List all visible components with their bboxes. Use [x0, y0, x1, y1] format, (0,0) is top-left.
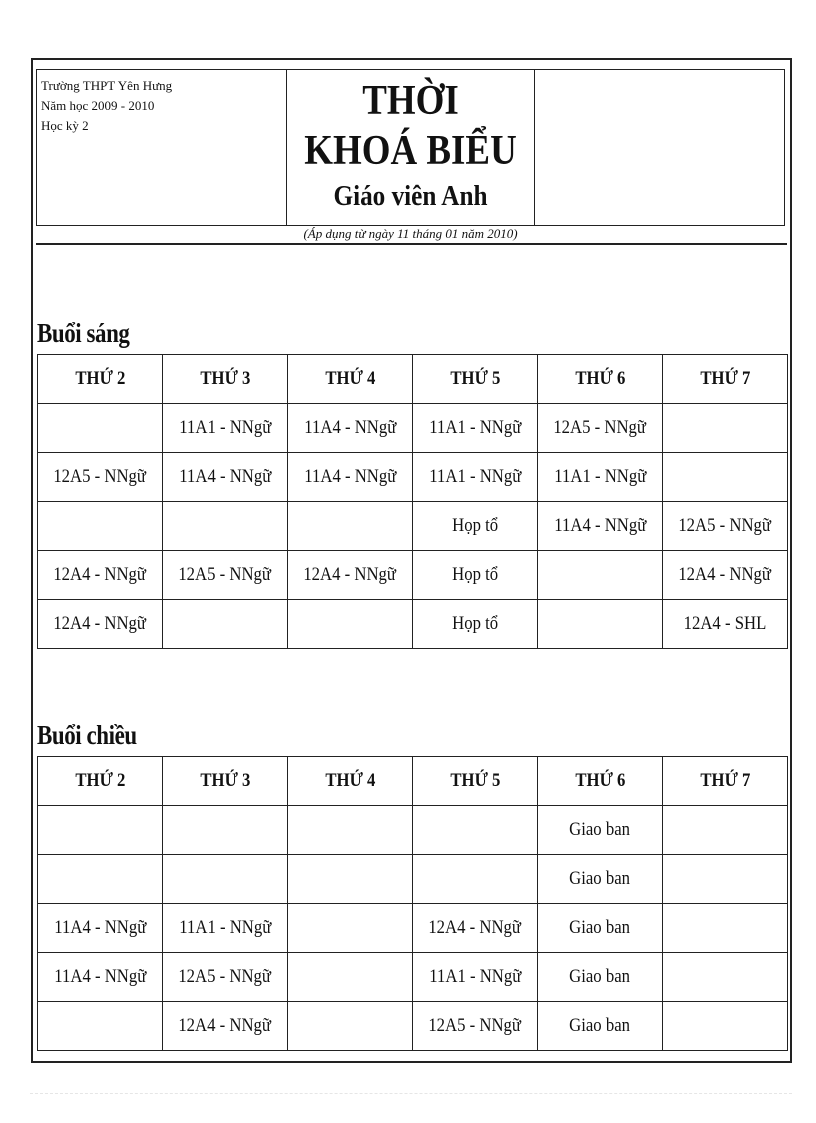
day-label: THỨ 2 [74, 368, 125, 389]
table-cell [288, 404, 413, 453]
table-cell [163, 904, 288, 953]
day-header [288, 757, 413, 806]
school-name: Trường THPT Yên Hưng [41, 78, 173, 93]
table-cell [413, 1002, 538, 1051]
table-cell [288, 806, 413, 855]
semester: Học kỳ 2 [41, 118, 89, 133]
day-label: THỨ 7 [699, 368, 750, 389]
table-cell [288, 1002, 413, 1051]
afternoon-title: Buổi chiều [37, 720, 137, 750]
table-row [38, 1002, 788, 1051]
table-cell [38, 904, 163, 953]
cell-label: 12A5 - NNgữ [53, 466, 147, 487]
table-cell [38, 1002, 163, 1051]
table-cell [663, 904, 788, 953]
table-cell [163, 855, 288, 904]
header-empty-cell [535, 70, 784, 225]
cell-label: 12A5 - NNgữ [178, 966, 272, 987]
cell-label: 12A5 - NNgữ [553, 417, 647, 438]
school-info [37, 70, 287, 225]
table-cell [413, 404, 538, 453]
day-label: THỨ 7 [699, 770, 750, 791]
day-header [163, 355, 288, 404]
table-cell [163, 1002, 288, 1051]
cell-label: 12A4 - NNgữ [53, 564, 147, 585]
table-cell [413, 855, 538, 904]
cell-label: 11A4 - NNgữ [178, 466, 272, 487]
table-cell [288, 904, 413, 953]
cell-label: 11A4 - NNgữ [53, 966, 147, 987]
table-cell [163, 953, 288, 1002]
table-cell [538, 855, 663, 904]
table-cell [163, 502, 288, 551]
day-header [288, 355, 413, 404]
afternoon-timetable [37, 756, 788, 1051]
cell-label: Họp tổ [452, 515, 498, 536]
page-title: THỜI KHOÁ BIỂU [304, 78, 517, 174]
table-cell [38, 453, 163, 502]
title-block [287, 70, 535, 241]
table-cell [413, 904, 538, 953]
table-cell [288, 502, 413, 551]
day-label: THỨ 4 [324, 368, 375, 389]
page-bottom-rule [30, 1093, 792, 1094]
day-label: THỨ 5 [449, 770, 500, 791]
cell-label: 11A4 - NNgữ [303, 466, 397, 487]
table-cell [38, 600, 163, 649]
cell-label: Giao ban [569, 819, 631, 840]
table-cell [413, 502, 538, 551]
table-cell [38, 806, 163, 855]
table-cell [288, 953, 413, 1002]
day-label: THỨ 6 [574, 368, 625, 389]
morning-timetable [37, 354, 788, 649]
cell-label: 12A5 - NNgữ [678, 515, 772, 536]
table-cell [288, 855, 413, 904]
cell-label: 11A4 - NNgữ [303, 417, 397, 438]
table-cell [413, 551, 538, 600]
table-cell [163, 551, 288, 600]
table-cell [163, 404, 288, 453]
table-cell [538, 1002, 663, 1051]
day-header [663, 355, 788, 404]
cell-label: 12A4 - NNgữ [178, 1015, 272, 1036]
cell-label: 11A4 - NNgữ [553, 515, 647, 536]
table-cell [663, 551, 788, 600]
school-year: Năm học 2009 - 2010 [41, 98, 155, 113]
table-cell [538, 904, 663, 953]
table-cell [538, 453, 663, 502]
cell-label: Giao ban [569, 917, 631, 938]
teacher-name: Giáo viên Anh [333, 181, 488, 212]
table-row [38, 600, 788, 649]
table-cell [163, 600, 288, 649]
table-cell [413, 953, 538, 1002]
day-label: THỨ 6 [574, 770, 625, 791]
table-cell [663, 502, 788, 551]
table-cell [538, 953, 663, 1002]
day-header [413, 757, 538, 806]
table-cell [38, 502, 163, 551]
day-label: THỨ 3 [199, 770, 250, 791]
day-label: THỨ 3 [199, 368, 250, 389]
table-cell [163, 806, 288, 855]
table-cell [38, 404, 163, 453]
table-row [38, 904, 788, 953]
table-cell [413, 806, 538, 855]
table-cell [663, 453, 788, 502]
cell-label: Giao ban [569, 868, 631, 889]
table-cell [538, 404, 663, 453]
table-cell [38, 855, 163, 904]
day-label: THỨ 4 [324, 770, 375, 791]
table-cell [538, 600, 663, 649]
table-cell [538, 502, 663, 551]
table-cell [663, 806, 788, 855]
table-row [38, 404, 788, 453]
table-cell [413, 453, 538, 502]
table-cell [413, 600, 538, 649]
cell-label: 11A4 - NNgữ [53, 917, 147, 938]
header-box [36, 69, 785, 241]
cell-label: 11A1 - NNgữ [428, 466, 522, 487]
day-header [663, 757, 788, 806]
day-header [538, 757, 663, 806]
cell-label: 12A4 - NNgữ [678, 564, 772, 585]
table-cell [538, 551, 663, 600]
effective-date: (Áp dụng từ ngày 11 tháng 01 năm 2010) [303, 226, 518, 241]
cell-label: 11A1 - NNgữ [428, 417, 522, 438]
table-cell [38, 953, 163, 1002]
cell-label: Giao ban [569, 966, 631, 987]
day-label: THỨ 5 [449, 368, 500, 389]
table-cell [663, 855, 788, 904]
morning-title: Buổi sáng [37, 318, 130, 348]
cell-label: 12A4 - NNgữ [428, 917, 522, 938]
cell-label: 11A1 - NNgữ [178, 917, 272, 938]
day-header [538, 355, 663, 404]
table-cell [38, 551, 163, 600]
cell-label: 11A1 - NNgữ [553, 466, 647, 487]
day-header [38, 355, 163, 404]
cell-label: Giao ban [569, 1015, 631, 1036]
cell-label: 12A4 - SHL [683, 613, 767, 634]
table-cell [288, 600, 413, 649]
table-row [38, 502, 788, 551]
table-cell [663, 404, 788, 453]
table-row [38, 453, 788, 502]
table-cell [663, 600, 788, 649]
cell-label: 12A5 - NNgữ [428, 1015, 522, 1036]
table-row [38, 953, 788, 1002]
table-row [38, 855, 788, 904]
cell-label: Họp tổ [452, 564, 498, 585]
table-row [38, 806, 788, 855]
table-cell [538, 806, 663, 855]
day-label: THỨ 2 [74, 770, 125, 791]
cell-label: 12A4 - NNgữ [53, 613, 147, 634]
day-header [413, 355, 538, 404]
table-cell [288, 453, 413, 502]
cell-label: 11A1 - NNgữ [178, 417, 272, 438]
cell-label: 12A5 - NNgữ [178, 564, 272, 585]
divider [36, 243, 787, 245]
table-cell [663, 953, 788, 1002]
table-cell [163, 453, 288, 502]
day-header [38, 757, 163, 806]
cell-label: 12A4 - NNgữ [303, 564, 397, 585]
table-cell [663, 1002, 788, 1051]
table-row [38, 551, 788, 600]
table-cell [288, 551, 413, 600]
cell-label: 11A1 - NNgữ [428, 966, 522, 987]
day-header [163, 757, 288, 806]
cell-label: Họp tổ [452, 613, 498, 634]
